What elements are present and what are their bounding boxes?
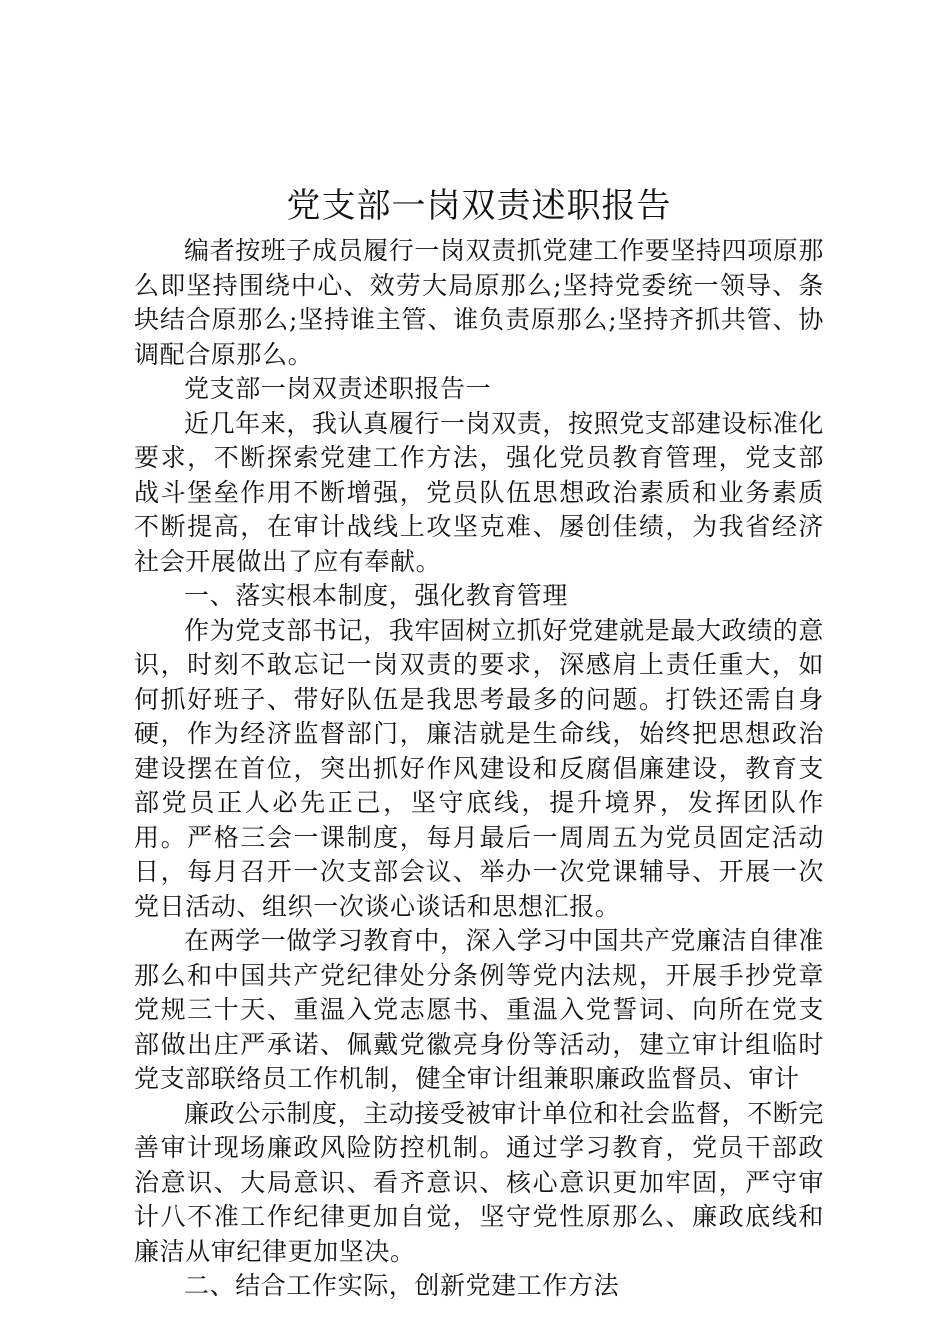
section-heading-1: 一、落实根本制度，强化教育管理 xyxy=(184,581,569,610)
editor-note-paragraph: 编者按班子成员履行一岗双责抓党建工作要坚持四项原那么即坚持围绕中心、效劳大局原那么;坚持党委统一领导、条块结合原那么;坚持谁主管、谁负责原那么;坚持齐抓共管、协调配合原那么。 xyxy=(134,236,825,369)
body-paragraph: 廉政公示制度，主动接受被审计单位和社会监督，不断完善审计现场廉政风险防控机制。通过学习教育，党员干部政治意识、大局意识、看齐意识、核心意识更加牢固，严守审计八不准工作纪律更加自觉，坚守党性原那么、廉政底线和廉洁从审纪律更加坚决。 xyxy=(134,1098,825,1266)
body-paragraph: 作为党支部书记，我牢固树立抓好党建就是最大政绩的意识，时刻不敢忘记一岗双责的要求，深感肩上责任重大，如何抓好班子、带好队伍是我思考最多的问题。打铁还需自身硬，作为经济监督部门，廉洁就是生命线，始终把思想政治建设摆在首位，突出抓好作风建设和反腐倡廉建设，教育支部党员正人必先正己，坚守底线，提升境界，发挥团队作用。严格三会一课制度，每月最后一周周五为党员固定活动日，每月召开一次支部会议、举办一次党课辅导、开展一次党日活动、组织一次谈心谈话和思想汇报。 xyxy=(134,615,825,921)
report-subtitle: 党支部一岗双责述职报告一 xyxy=(184,374,492,403)
document-title: 党支部一岗双责述职报告 xyxy=(286,186,672,226)
intro-paragraph: 近几年来，我认真履行一岗双责，按照党支部建设标准化要求，不断探索党建工作方法，强化党员教育管理，党支部战斗堡垒作用不断增强，党员队伍思想政治素质和业务素质不断提高，在审计战线上攻坚克难、屡创佳绩，为我省经济社会开展做出了应有奉献。 xyxy=(134,408,825,576)
document-page xyxy=(134,178,824,1304)
body-paragraph: 在两学一做学习教育中，深入学习中国共产党廉洁自律准那么和中国共产党纪律处分条例等党内法规，开展手抄党章党规三十天、重温入党志愿书、重温入党誓词、向所在党支部做出庄严承诺、佩戴党徽亮身份等活动，建立审计组临时党支部联络员工作机制，健全审计组兼职廉政监督员、审计 xyxy=(134,926,825,1093)
section-heading-2: 二、结合工作实际，创新党建工作方法 xyxy=(184,1271,620,1300)
